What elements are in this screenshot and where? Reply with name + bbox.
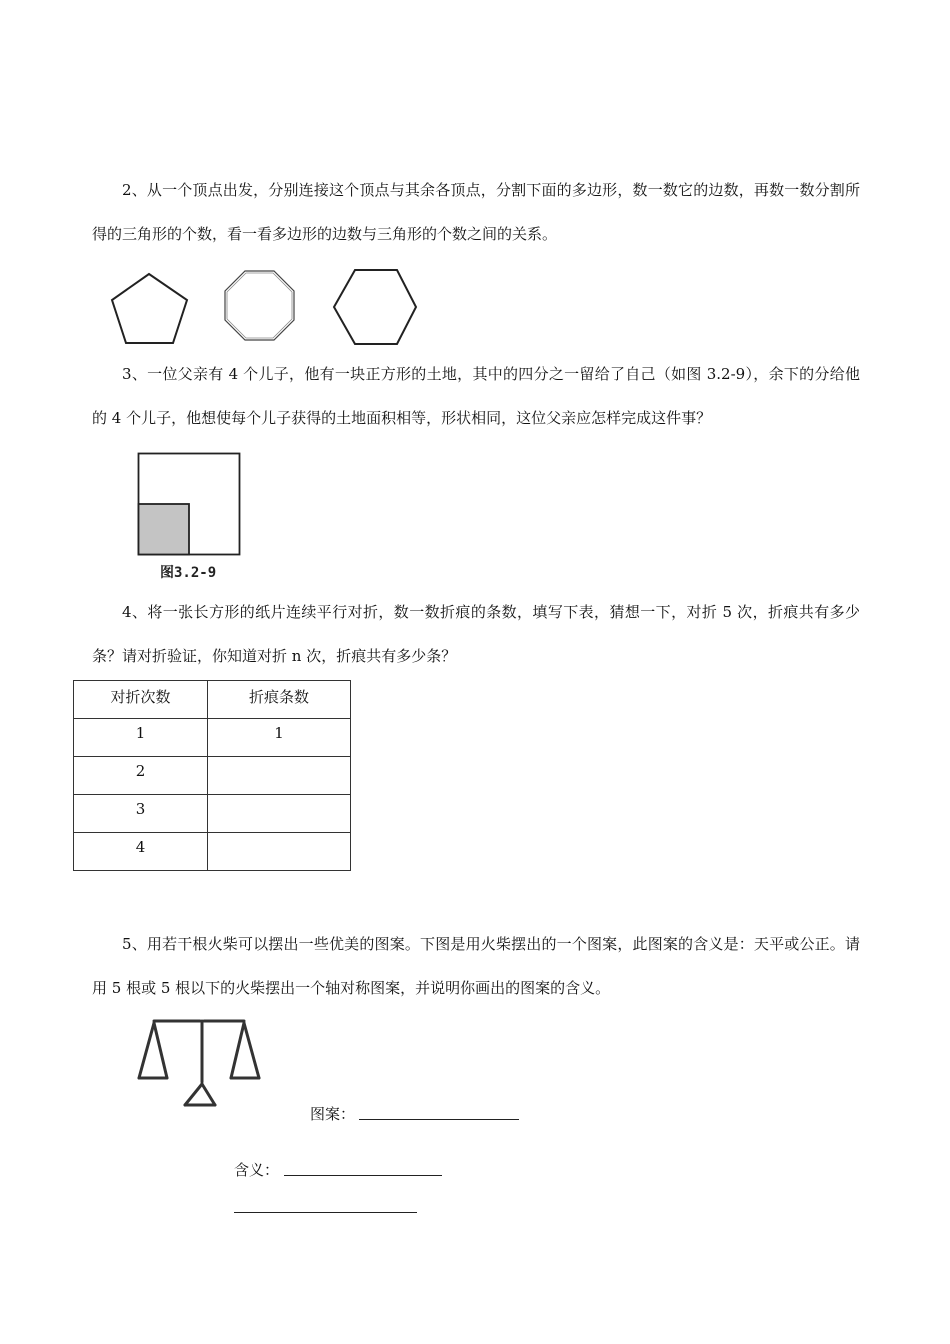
matchstick-balance-figure xyxy=(134,1014,274,1110)
table-cell-blank[interactable] xyxy=(208,795,351,833)
table-cell-blank[interactable] xyxy=(208,833,351,871)
right-pan-match-1 xyxy=(231,1023,244,1078)
table-row xyxy=(74,833,351,871)
header-fold-count: 对折次数 xyxy=(74,681,208,719)
right-pan-match-2 xyxy=(244,1023,259,1078)
land-square-figure xyxy=(137,452,243,556)
question-2-text: 2、从一个顶点出发，分别连接这个顶点与其余各顶点，分割下面的多边形，数一数它的边数，再数一数分割所得的三角形的个数，看一看多边形的边数与三角形的个数之间的关系。 xyxy=(92,181,860,243)
meaning-answer-line[interactable] xyxy=(284,1175,442,1176)
fold-table xyxy=(73,680,351,871)
meaning-label: 含义： xyxy=(234,1161,280,1179)
header-crease-count: 折痕条数 xyxy=(208,681,351,719)
meaning-answer-line-2[interactable] xyxy=(234,1212,417,1213)
table-row xyxy=(74,719,351,757)
question-5-text: 5、用若干根火柴可以摆出一些优美的图案。下图是用火柴摆出的一个图案，此图案的含义是：天平或公正。请用 5 根或 5 根以下的火柴摆出一个轴对称图案，并说明你画出的图案的含义。 xyxy=(92,935,860,997)
pattern-answer-line[interactable] xyxy=(359,1119,519,1120)
octagon-shape xyxy=(225,271,294,340)
base-match-2 xyxy=(202,1084,215,1105)
question-3-text: 3、一位父亲有 4 个儿子，他有一块正方形的土地，其中的四分之一留给了自己（如图 3.2-9），余下的分给他的 4 个儿子，他想使每个儿子获得的土地面积相等，形状相同，这位父亲应怎样完成这件事？ xyxy=(92,365,860,427)
left-pan-match-2 xyxy=(154,1023,167,1078)
table-cell: 2 xyxy=(74,757,208,795)
table-cell: 3 xyxy=(74,795,208,833)
figure-caption: 图3.2-9 xyxy=(160,565,217,581)
question-4-text: 4、将一张长方形的纸片连续平行对折，数一数折痕的条数，填写下表，猜想一下，对折 5 次，折痕共有多少条？请对折验证，你知道对折 n 次，折痕共有多少条？ xyxy=(92,603,860,665)
table-row xyxy=(74,795,351,833)
octagon-inner-outline xyxy=(227,273,292,338)
table-row xyxy=(74,757,351,795)
table-cell: 4 xyxy=(74,833,208,871)
left-pan-match-1 xyxy=(139,1023,154,1078)
pentagon-shape xyxy=(112,274,187,343)
table-cell: 1 xyxy=(208,719,351,757)
father-quarter xyxy=(139,504,190,555)
polygon-figures xyxy=(100,262,430,352)
table-cell-blank[interactable] xyxy=(208,757,351,795)
hexagon-shape xyxy=(334,270,416,344)
table-header-row xyxy=(74,681,351,719)
table-cell: 1 xyxy=(74,719,208,757)
pattern-label: 图案： xyxy=(310,1105,356,1123)
base-match-1 xyxy=(185,1084,202,1105)
